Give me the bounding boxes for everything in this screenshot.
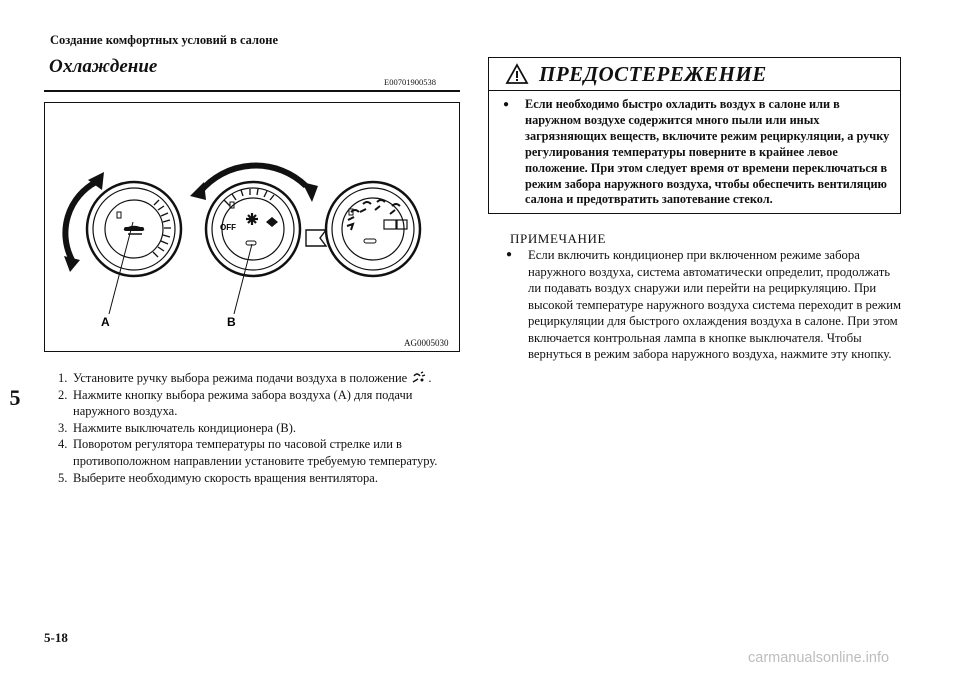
step-text: Нажмите кнопку выбора режима забора воздуха (A) для подачи наружного воздуха.	[73, 387, 413, 419]
climate-control-figure	[44, 102, 460, 352]
step-item	[58, 370, 468, 387]
figure-code: AG0005030	[404, 338, 449, 348]
note-body	[506, 247, 906, 363]
warning-body	[503, 97, 895, 208]
step-text: Нажмите выключатель кондиционера (B).	[73, 420, 297, 435]
step-text: Установите ручку выбора режима подачи воздуха в положение	[73, 371, 408, 385]
warning-text: Если необходимо быстро охладить воздух в салоне или в наружном воздухе содержится много пыли или иных загрязняющих веществ, включите режим рециркуляции, а ручку регулирования температуры поверните в крайнее левое положение. При этом следует время от времени переключаться в режим забора наружного воздуха, чтобы обеспечить вентиляцию салона и предотвратить запотевание стекол.	[525, 97, 890, 207]
step-number: 4.	[58, 437, 68, 452]
note-label: ПРИМЕЧАНИЕ	[510, 231, 607, 246]
note-text: Если включить кондиционер при включенном режиме забора наружного воздуха, система автоматически определит, продолжать ли подавать воздух снаружи или перейти на рециркуляцию. При высокой температуре наружного воздуха система переходит в режим рециркуляции для быстрого охлаждения воздуха в салоне. При этом включается контрольная лампа в кнопке выключателя. Чтобы вернуться в режим забора наружного воздуха, нажмите эту кнопку.	[528, 248, 902, 361]
watermark: carmanualsonline.info	[748, 650, 890, 666]
step-number: 3.	[58, 420, 68, 435]
section-title: Охлаждение	[49, 56, 158, 77]
bullet-icon: ●	[506, 249, 513, 260]
callout-b: B	[227, 315, 236, 329]
step-number: 2.	[58, 387, 68, 402]
running-header: Создание комфортных условий в салоне	[50, 33, 279, 47]
warning-header	[489, 58, 900, 91]
page-number: 5-18	[44, 630, 68, 645]
chapter-tab: 5	[9, 384, 21, 410]
step-number: 1.	[58, 371, 68, 385]
mode-dial	[326, 182, 420, 276]
section-code: E00701900538	[384, 77, 436, 87]
step-item	[58, 470, 468, 487]
steps-list	[58, 370, 468, 486]
warning-title: ПРЕДОСТЕРЕЖЕНИЕ	[539, 61, 767, 86]
section-rule	[44, 90, 460, 92]
step-item	[58, 420, 468, 437]
step-number: 5.	[58, 470, 68, 485]
step-text: Выберите необходимую скорость вращения вентилятора.	[73, 470, 378, 485]
face-foot-mode-icon	[412, 371, 426, 384]
off-label: OFF	[220, 223, 236, 232]
step-item	[58, 387, 468, 420]
step-item	[58, 436, 468, 469]
fan-speed-dial	[206, 182, 300, 276]
bullet-icon: ●	[503, 99, 510, 110]
step-text-end: .	[428, 371, 432, 385]
climate-panel-illustration	[44, 102, 460, 352]
temperature-dial	[87, 182, 181, 276]
callout-a: A	[101, 315, 110, 329]
step-text: Поворотом регулятора температуры по часовой стрелке или в противоположном направлении установите требуемую температуру.	[73, 437, 438, 468]
warning-triangle-icon	[505, 63, 529, 85]
